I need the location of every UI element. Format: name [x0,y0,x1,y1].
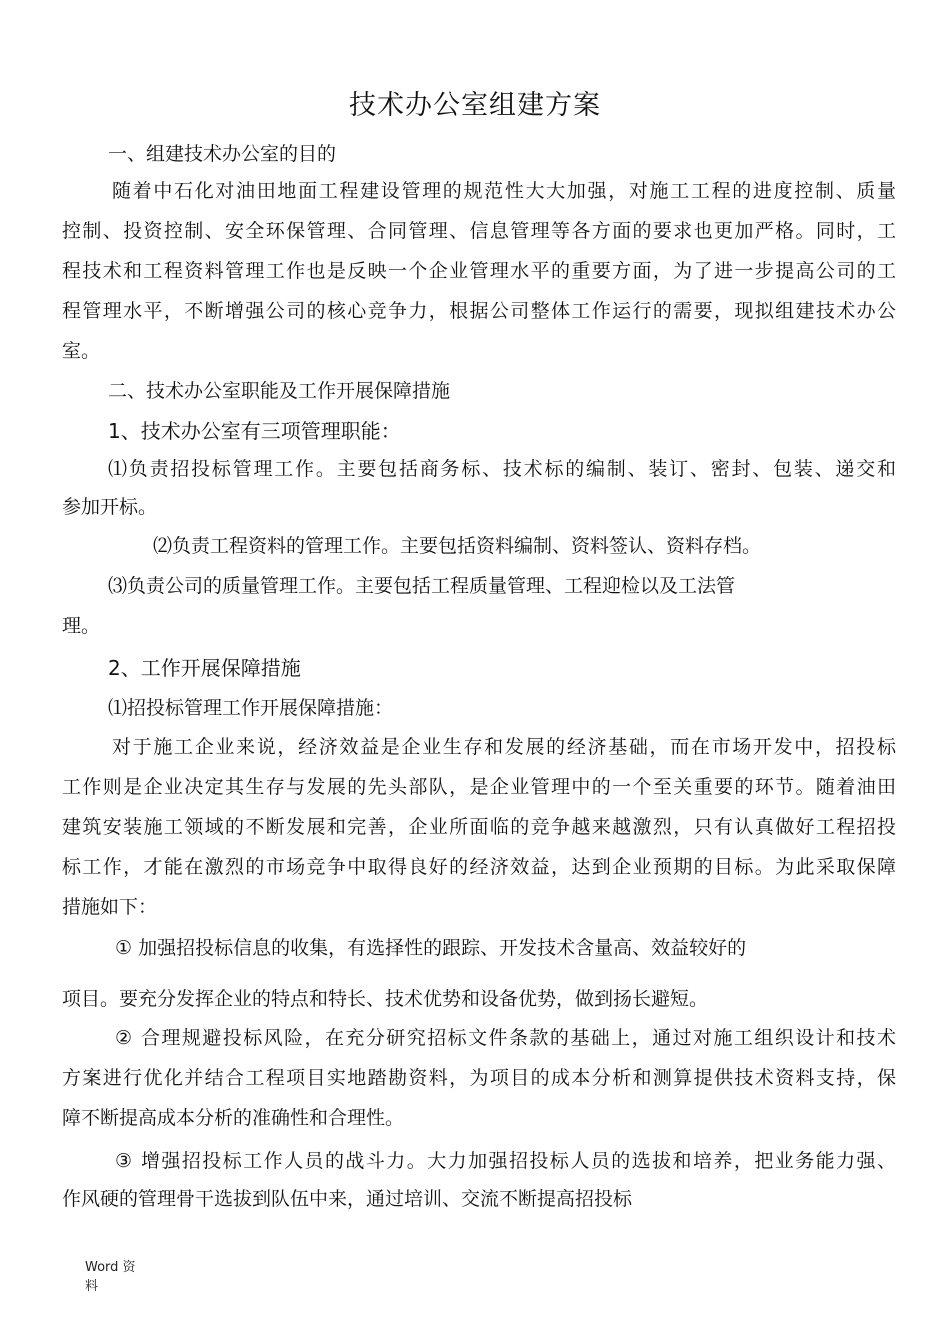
paragraph-line: 随着中石化对油田地面工程建设管理的规范性大大加强，对施工工程的进度控制、质量 [112,180,896,202]
section-heading-functions: 二、技术办公室职能及工作开展保障措施 [108,380,451,402]
paragraph-line: 作风硬的管理骨干选拔到队伍中来，通过培训、交流不断提高招投标 [62,1188,633,1210]
paragraph-line: 对于施工企业来说，经济效益是企业生存和发展的经济基础，而在市场开发中，招投标 [112,736,896,758]
paragraph-line: 参加开标。 [62,496,158,518]
paragraph-line: 室。 [62,340,101,362]
list-item-2: ② 合理规避投标风险，在充分研究招标文件条款的基础上，通过对施工组织设计和技术 [115,1027,896,1049]
footer-label: Word 资料 [85,1260,136,1294]
document-title: 技术办公室组建方案 [349,90,601,121]
paragraph-line: 程管理水平，不断增强公司的核心竞争力，根据公司整体工作运行的需要，现拟组建技术办公 [62,300,896,322]
paragraph-line: 理。 [62,615,101,637]
paragraph-line: ⑵负责工程资料的管理工作。主要包括资料编制、资料签认、资料存档。 [153,535,762,557]
list-item-1: ① 加强招投标信息的收集，有选择性的跟踪、开发技术含量高、效益较好的 [115,937,747,959]
paragraph-line: 障不断提高成本分析的准确性和合理性。 [62,1107,405,1129]
paragraph-line: 程技术和工程资料管理工作也是反映一个企业管理水平的重要方面，为了进一步提高公司的工 [62,260,896,282]
subsection-heading-measures: 2、工作开展保障措施 [108,656,301,680]
paragraph-line: ⑶负责公司的质量管理工作。主要包括工程质量管理、工程迎检以及工法管 [108,575,736,597]
subsection-heading-functions: 1、技术办公室有三项管理职能： [108,419,401,443]
paragraph-line: 标工作，才能在激烈的市场竞争中取得良好的经济效益，达到企业预期的目标。为此采取保障 [62,856,896,878]
subsection-heading-bidding: ⑴招投标管理工作开展保障措施： [108,697,394,719]
paragraph-line: 控制、投资控制、安全环保管理、合同管理、信息管理等各方面的要求也更加严格。同时，工 [62,220,896,242]
paragraph-line: 方案进行优化并结合工程项目实地踏勘资料，为项目的成本分析和测算提供技术资料支持，保 [62,1067,896,1089]
section-heading-purpose: 一、组建技术办公室的目的 [108,143,337,165]
paragraph-line: 工作则是企业决定其生存与发展的先头部队，是企业管理中的一个至关重要的环节。随着油田 [62,776,896,798]
list-item-3: ③ 增强招投标工作人员的战斗力。大力加强招投标人员的选拔和培养，把业务能力强、 [115,1150,896,1172]
paragraph-line: 建筑安装施工领域的不断发展和完善，企业所面临的竞争越来越激烈，只有认真做好工程招投 [62,816,896,838]
paragraph-line: 项目。要充分发挥企业的特点和特长、技术优势和设备优势，做到扬长避短。 [62,988,709,1010]
paragraph-line: 措施如下： [62,896,158,918]
paragraph-line: ⑴负责招投标管理工作。主要包括商务标、技术标的编制、装订、密封、包装、递交和 [108,458,896,480]
